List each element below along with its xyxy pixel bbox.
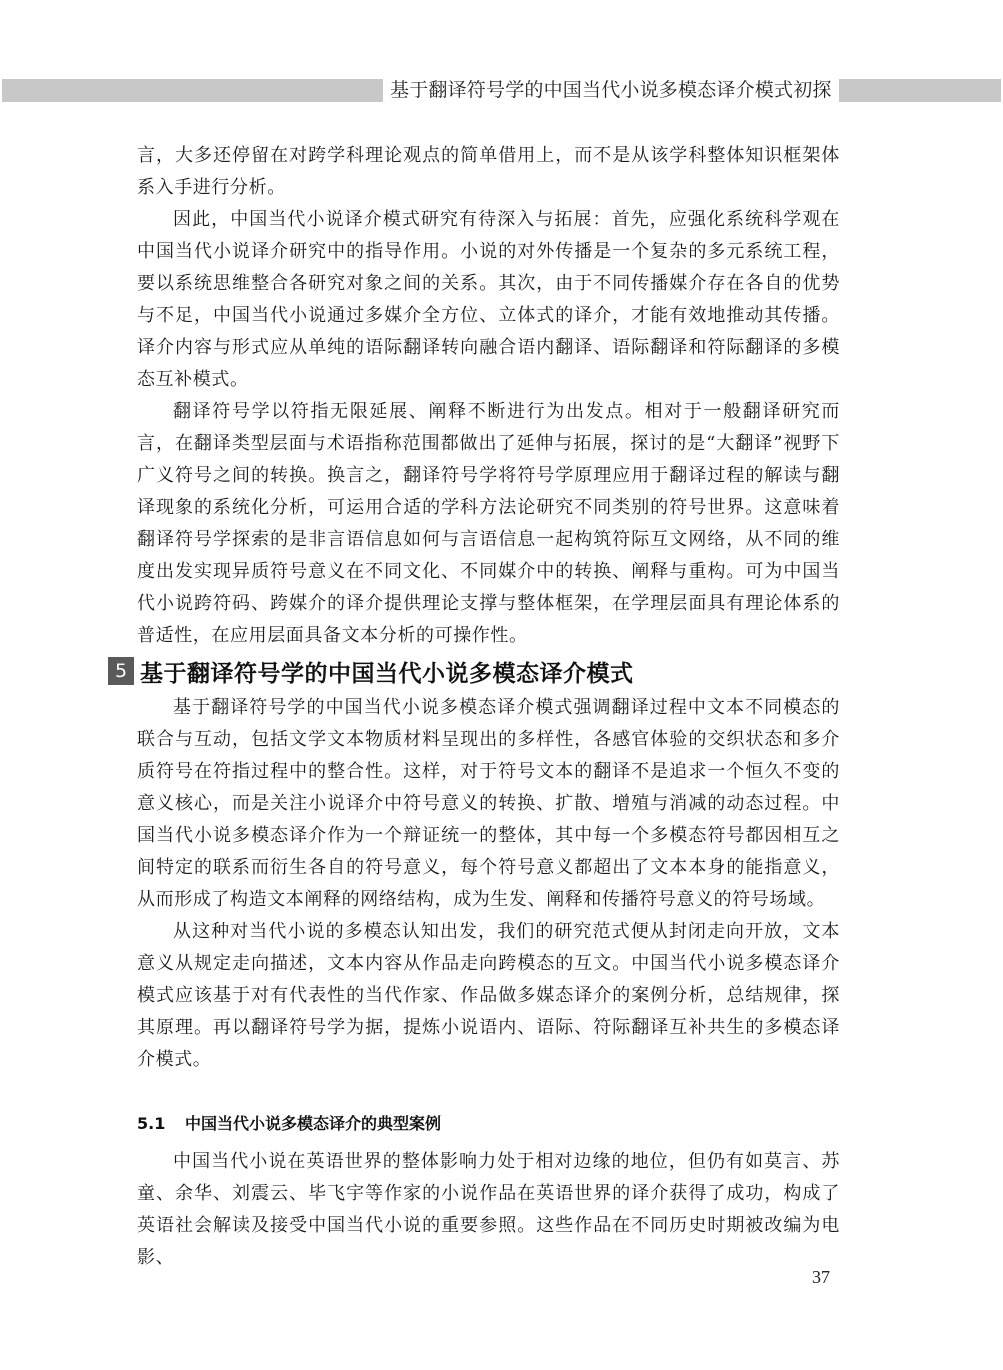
running-header-title: 基于翻译符号学的中国当代小说多模态译介模式初探 xyxy=(383,76,839,104)
paragraph: 言，大多还停留在对跨学科理论观点的简单借用上，而不是从该学科整体知识框架体系入手进行分析。 xyxy=(137,145,840,198)
subsection-title: 中国当代小说多模态译介的典型案例 xyxy=(185,1114,442,1133)
subsection-number: 5.1 xyxy=(137,1114,166,1133)
section-heading xyxy=(108,655,634,687)
page-number: 37 xyxy=(812,1267,830,1287)
subsection-heading xyxy=(137,1112,441,1136)
paragraph: 因此，中国当代小说译介模式研究有待深入与拓展：首先，应强化系统科学观在中国当代小说译介研究中的指导作用。小说的对外传播是一个复杂的多元系统工程，要以系统思维整合各研究对象之间的关系。其次，由于不同传播媒介存在各自的优势与不足，中国当代小说通过多媒介全方位、立体式的译介，才能有效地推动其传播。译介内容与形式应从单纯的语际翻译转向融合语内翻译、语际翻译和符际翻译的多模态互补模式。 xyxy=(137,209,840,390)
body-block-top xyxy=(137,140,840,652)
body-block-subsection xyxy=(137,1146,840,1274)
paragraph: 翻译符号学以符指无限延展、阐释不断进行为出发点。相对于一般翻译研究而言，在翻译类型层面与术语指称范围都做出了延伸与拓展，探讨的是“大翻译”视野下广义符号之间的转换。换言之，翻译符号学将符号学原理应用于翻译过程的解读与翻译现象的系统化分析，可运用合适的学科方法论研究不同类别的符号世界。这意味着翻译符号学探索的是非言语信息如何与言语信息一起构筑符际互文网络，从不同的维度出发实现异质符号意义在不同文化、不同媒介中的转换、阐释与重构。可为中国当代小说跨符码、跨媒介的译介提供理论支撑与整体框架，在学理层面具有理论体系的普适性，在应用层面具备文本分析的可操作性。 xyxy=(137,401,840,646)
paragraph: 中国当代小说在英语世界的整体影响力处于相对边缘的地位，但仍有如莫言、苏童、余华、刘震云、毕飞宇等作家的小说作品在英语世界的译介获得了成功，构成了英语社会解读及接受中国当代小说的重要参照。这些作品在不同历史时期被改编为电影、 xyxy=(137,1151,840,1268)
section-title: 基于翻译符号学的中国当代小说多模态译介模式 xyxy=(140,660,634,687)
paragraph: 基于翻译符号学的中国当代小说多模态译介模式强调翻译过程中文本不同模态的联合与互动，包括文学文本物质材料呈现出的多样性，各感官体验的交织状态和多介质符号在符指过程中的整合性。这样，对于符号文本的翻译不是追求一个恒久不变的意义核心，而是关注小说译介中符号意义的转换、扩散、增殖与消减的动态过程。中国当代小说多模态译介作为一个辩证统一的整体，其中每一个多模态符号都因相互之间特定的联系而衍生各自的符号意义，每个符号意义都超出了文本本身的能指意义，从而形成了构造文本阐释的网络结构，成为生发、阐释和传播符号意义的符号场域。 xyxy=(137,697,840,910)
paragraph: 从这种对当代小说的多模态认知出发，我们的研究范式便从封闭走向开放，文本意义从规定走向描述，文本内容从作品走向跨模态的互文。中国当代小说多模态译介模式应该基于对有代表性的当代作家、作品做多媒态译介的案例分析，总结规律，探其原理。再以翻译符号学为据，提炼小说语内、语际、符际翻译互补共生的多模态译介模式。 xyxy=(137,921,840,1070)
section-number-badge: 5 xyxy=(108,657,134,685)
body-block-section xyxy=(137,692,840,1076)
